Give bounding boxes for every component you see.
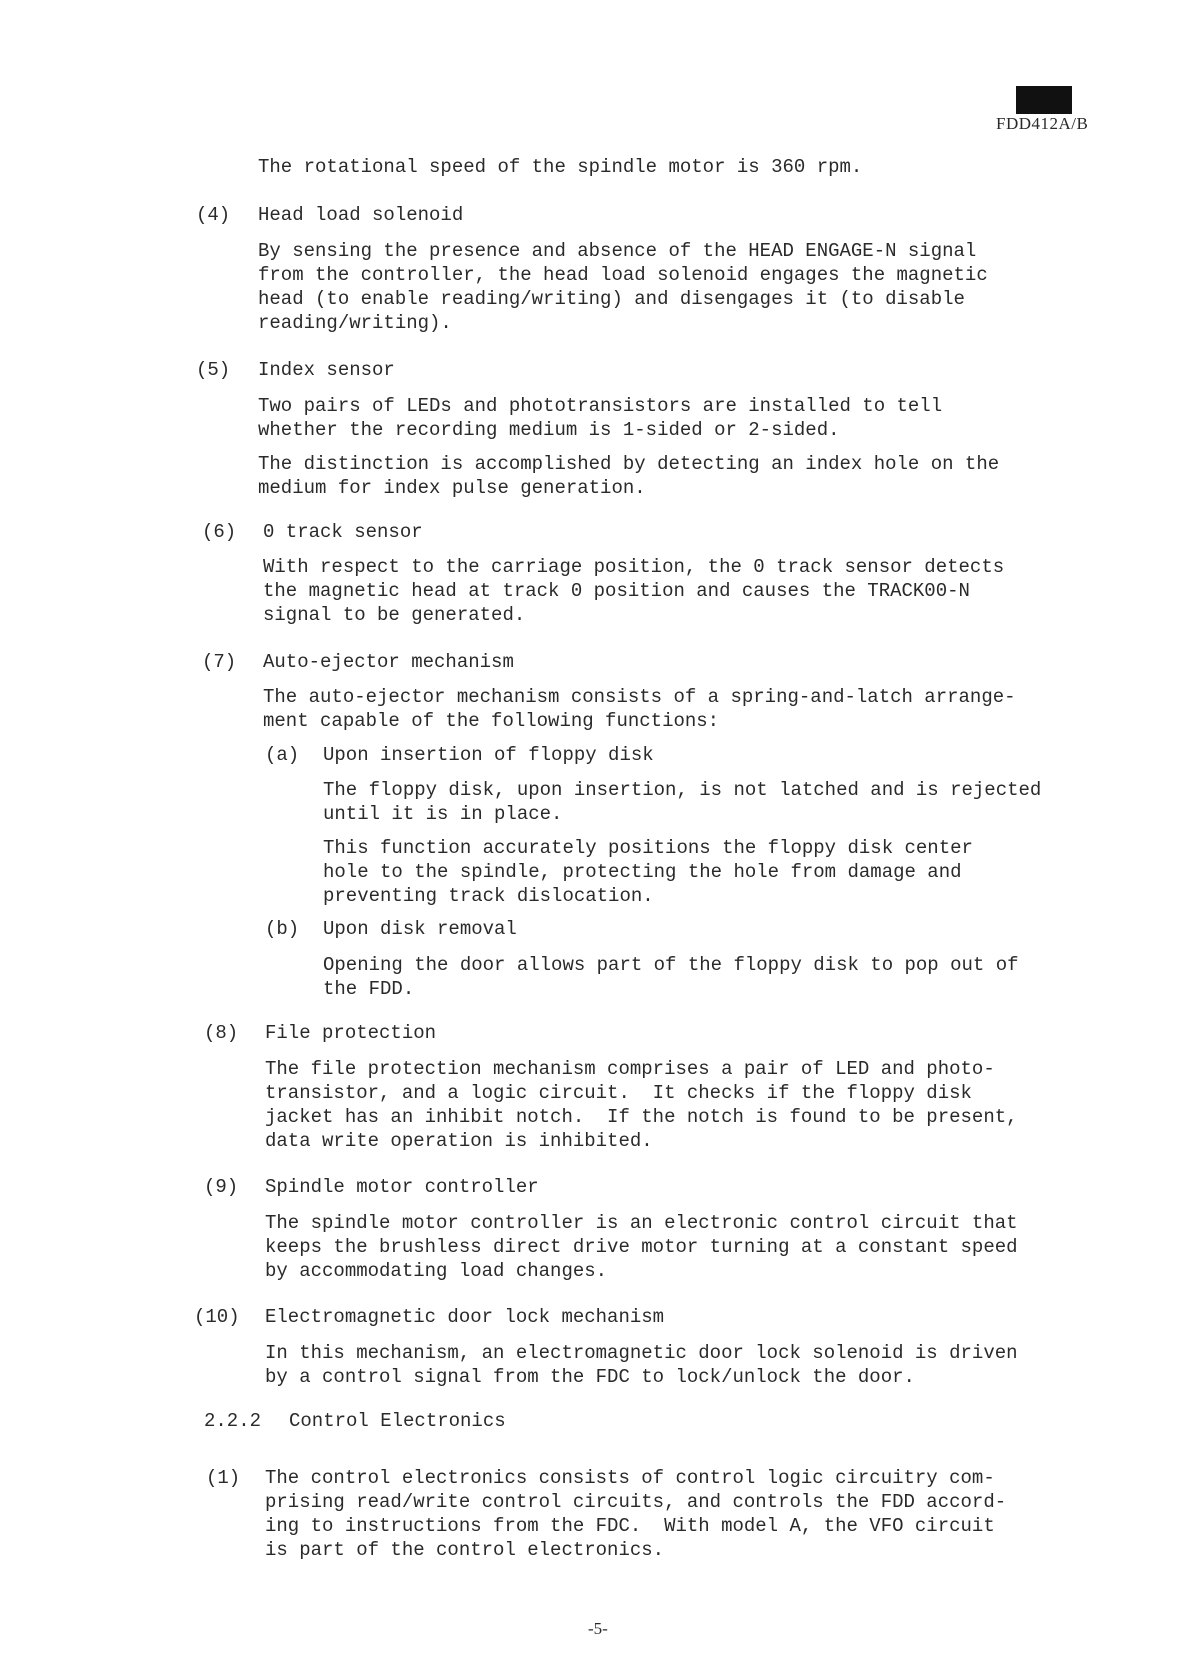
text-line: ing to instructions from the FDC. With model A, the VFO circuit xyxy=(265,1515,995,1537)
section-item-1-number: (1) xyxy=(206,1467,241,1489)
subitem-b-paragraph xyxy=(323,953,1019,1001)
item-10-paragraph xyxy=(265,1341,1018,1389)
item-5-paragraph-2 xyxy=(258,452,999,500)
section-item-1-paragraph xyxy=(265,1466,1006,1562)
text-line: preventing track dislocation. xyxy=(323,885,654,907)
item-8-paragraph xyxy=(265,1057,1018,1153)
subitem-a-paragraph-1 xyxy=(323,778,1041,826)
subitem-a-number: (a) xyxy=(265,744,300,766)
document-id: FDD412A/B xyxy=(996,114,1089,133)
text-line: Opening the door allows part of the floppy disk to pop out of xyxy=(323,954,1019,976)
text-line: The file protection mechanism comprises a pair of LED and photo- xyxy=(265,1058,995,1080)
text-line: The auto-ejector mechanism consists of a spring-and-latch arrange- xyxy=(263,686,1016,708)
text-line: the FDD. xyxy=(323,978,415,1000)
text-line: medium for index pulse generation. xyxy=(258,477,646,499)
item-8-title: File protection xyxy=(265,1022,437,1044)
item-5-paragraph-1 xyxy=(258,394,942,442)
text-line: ment capable of the following functions: xyxy=(263,710,720,732)
item-9-number: (9) xyxy=(204,1176,239,1198)
item-10-number: (10) xyxy=(194,1306,240,1328)
text-line: transistor, and a logic circuit. It checks if the floppy disk xyxy=(265,1082,972,1104)
item-9-paragraph xyxy=(265,1211,1018,1283)
text-line: is part of the control electronics. xyxy=(265,1539,665,1561)
subitem-b-number: (b) xyxy=(265,918,300,940)
item-6-title: 0 track sensor xyxy=(263,521,423,543)
text-line: The control electronics consists of control logic circuitry com- xyxy=(265,1467,995,1489)
text-line: With respect to the carriage position, the 0 track sensor detects xyxy=(263,556,1005,578)
text-line: signal to be generated. xyxy=(263,604,526,626)
page-number: -5- xyxy=(588,1619,608,1638)
text-line: until it is in place. xyxy=(323,803,563,825)
text-line: whether the recording medium is 1-sided or 2-sided. xyxy=(258,419,840,441)
item-7-number: (7) xyxy=(202,651,237,673)
subitem-a-paragraph-2 xyxy=(323,836,973,908)
text-line: By sensing the presence and absence of the HEAD ENGAGE-N signal xyxy=(258,240,977,262)
text-line: The distinction is accomplished by detecting an index hole on the xyxy=(258,453,1000,475)
item-5-title: Index sensor xyxy=(258,359,395,381)
text-line: by a control signal from the FDC to lock/unlock the door. xyxy=(265,1366,915,1388)
item-6-paragraph xyxy=(263,555,1004,627)
text-line: head (to enable reading/writing) and disengages it (to disable xyxy=(258,288,965,310)
section-title: Control Electronics xyxy=(289,1410,506,1432)
subitem-a-title: Upon insertion of floppy disk xyxy=(323,744,654,766)
text-line: In this mechanism, an electromagnetic door lock solenoid is driven xyxy=(265,1342,1018,1364)
item-9-title: Spindle motor controller xyxy=(265,1176,539,1198)
item-7-title: Auto-ejector mechanism xyxy=(263,651,514,673)
text-line: prising read/write control circuits, and controls the FDD accord- xyxy=(265,1491,1007,1513)
intro-line: The rotational speed of the spindle motor is 360 rpm. xyxy=(258,156,863,178)
item-7-paragraph xyxy=(263,685,1016,733)
text-line: by accommodating load changes. xyxy=(265,1260,608,1282)
item-8-number: (8) xyxy=(204,1022,239,1044)
item-4-number: (4) xyxy=(196,204,231,226)
item-6-number: (6) xyxy=(202,521,237,543)
item-4-title: Head load solenoid xyxy=(258,204,464,226)
text-line: data write operation is inhibited. xyxy=(265,1130,653,1152)
text-line: The floppy disk, upon insertion, is not latched and is rejected xyxy=(323,779,1042,801)
text-line: reading/writing). xyxy=(258,312,452,334)
text-line: Two pairs of LEDs and phototransistors are installed to tell xyxy=(258,395,943,417)
text-line: The spindle motor controller is an electronic control circuit that xyxy=(265,1212,1018,1234)
item-4-paragraph xyxy=(258,239,988,335)
text-line: the magnetic head at track 0 position and causes the TRACK00-N xyxy=(263,580,970,602)
redaction-block xyxy=(1016,86,1072,114)
text-line: This function accurately positions the floppy disk center xyxy=(323,837,973,859)
text-line: from the controller, the head load solenoid engages the magnetic xyxy=(258,264,988,286)
text-line: hole to the spindle, protecting the hole from damage and xyxy=(323,861,962,883)
text-line: jacket has an inhibit notch. If the notch is found to be present, xyxy=(265,1106,1018,1128)
section-number: 2.2.2 xyxy=(204,1410,262,1432)
item-10-title: Electromagnetic door lock mechanism xyxy=(265,1306,665,1328)
subitem-b-title: Upon disk removal xyxy=(323,918,517,940)
text-line: keeps the brushless direct drive motor turning at a constant speed xyxy=(265,1236,1018,1258)
item-5-number: (5) xyxy=(196,359,231,381)
